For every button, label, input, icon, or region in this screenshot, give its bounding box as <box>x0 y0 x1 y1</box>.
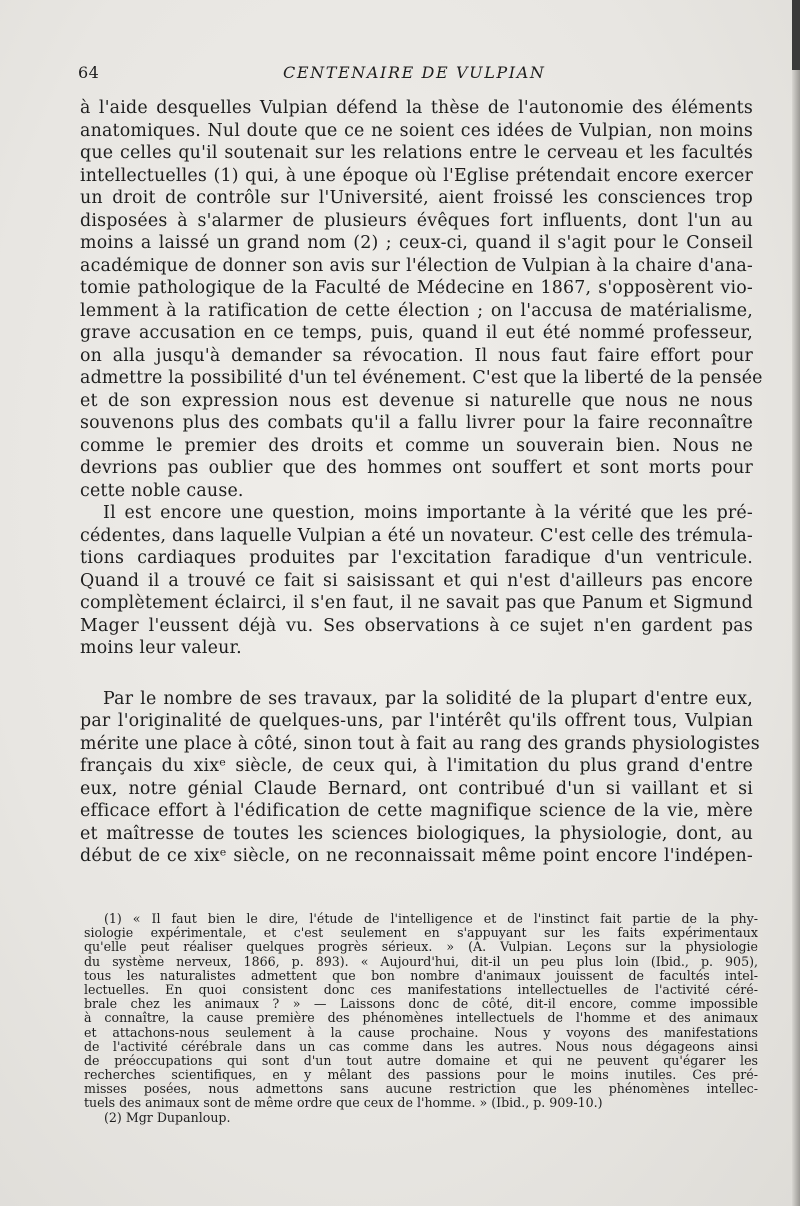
text-line: devrions pas oublier que des hommes ont souffert et sont morts pour <box>80 458 753 478</box>
text-line: et de son expression nous est devenue si naturelle que nous ne nous <box>80 390 753 411</box>
text-line: tions cardiaques produites par l'excitation faradique d'un ventricule. <box>80 548 753 568</box>
text-line: comme le premier des droits et comme un souverain bien. Nous ne <box>80 435 753 456</box>
text-line: eux, notre génial Claude Bernard, ont contribué d'un si vaillant et si <box>80 778 753 799</box>
footnote-line: de l'activité cérébrale dans un cas comme dans les autres. Nous nous dégageons ainsi <box>84 1038 758 1054</box>
page-edge-shadow <box>792 0 800 1206</box>
text-line: complètement éclairci, il s'en faut, il ne savait pas que Panum et Sigmund <box>80 593 753 613</box>
footnote-1 <box>84 912 758 926</box>
text-line: mérite une place à côté, sinon tout à fait au rang des grands physiologistes <box>80 733 760 754</box>
paragraph-2-continued <box>80 525 753 660</box>
footnote-2 <box>84 1111 758 1125</box>
text-line: lemment à la ratification de cette élection ; on l'accusa de matérialisme, <box>80 300 753 321</box>
text-line: cédentes, dans laquelle Vulpian a été un novateur. C'est celle des trémula- <box>80 525 753 546</box>
footnote-line: brale chez les animaux ? » — Laissons donc de côté, dit-il encore, comme impossible <box>84 996 758 1012</box>
footnote-line: (2) Mgr Dupanloup. <box>104 1109 231 1125</box>
section-gap <box>80 660 753 688</box>
footnotes <box>84 912 758 1125</box>
footnote-line: du système nerveux, 1866, p. 893). « Aujourd'hui, dit-il un peu plus loin (Ibid., p. 905), <box>84 953 758 969</box>
text-line: intellectuelles (1) qui, à une époque où l'Eglise prétendait encore exercer <box>80 165 753 186</box>
text-line: moins leur valeur. <box>80 638 242 658</box>
footnote-line: et attachons-nous seulement à la cause prochaine. Nous y voyons des manifestations <box>84 1024 758 1040</box>
text-line: souvenons plus des combats qu'il a fallu livrer pour la faire reconnaître <box>80 413 753 433</box>
text-line: académique de donner son avis sur l'élection de Vulpian à la chaire d'ana- <box>80 255 753 276</box>
text-line: cette noble cause. <box>80 480 244 501</box>
footnote-line: qu'elle peut réaliser quelques progrès sérieux. » (A. Vulpian. Leçons sur la physiologie <box>84 939 758 955</box>
text-line: à l'aide desquelles Vulpian défend la thèse de l'autonomie des éléments <box>80 98 753 118</box>
page-number: 64 <box>78 63 100 82</box>
text-line: par l'originalité de quelques-uns, par l'intérêt qu'ils offrent tous, Vulpian <box>80 711 753 731</box>
text-line: que celles qu'il soutenait sur les relations entre le cerveau et les facultés <box>80 143 753 163</box>
footnote-line: tous les naturalistes admettent que bon nombre d'animaux jouissent de facultés intel- <box>84 967 758 983</box>
text-line: disposées à s'alarmer de plusieurs évêques fort influents, dont l'un au <box>80 210 753 231</box>
footnote-line: à connaître, la cause première des phénomènes intellectuels de l'homme et des animaux <box>84 1010 758 1026</box>
footnote-line: (1) « Il faut bien le dire, l'étude de l'intelligence et de l'instinct fait partie de la phy- <box>104 911 758 926</box>
text-line: moins a laissé un grand nom (2) ; ceux-ci, quand il s'agit pour le Conseil <box>80 233 753 253</box>
text-line: un droit de contrôle sur l'Université, aient froissé les consciences trop <box>80 188 753 208</box>
text-line: début de ce xixᵉ siècle, on ne reconnaissait même point encore l'indépen- <box>80 846 753 866</box>
text-line: grave accusation en ce temps, puis, quand il eut été nommé professeur, <box>80 323 753 343</box>
footnote-1-continued <box>84 926 758 1110</box>
footnote-line: lectuelles. En quoi consistent donc ces manifestations intellectuelles de l'activité céré- <box>84 981 758 997</box>
text-line: Par le nombre de ses travaux, par la solidité de la plupart d'entre eux, <box>103 688 753 709</box>
footnote-line: recherches scientifiques, en y mêlant des passions pour le moins inutiles. Ces pré- <box>84 1067 758 1083</box>
text-line: Il est encore une question, moins importante à la vérité que les pré- <box>103 503 753 523</box>
footnote-line: siologie expérimentale, et c'est seulement en s'appuyant sur les faits expérimentaux <box>84 925 758 941</box>
paragraph-1 <box>80 97 763 502</box>
text-line: admettre la possibilité d'un tel événement. C'est que la liberté de la pensée <box>80 368 763 388</box>
page-header <box>78 63 758 85</box>
paragraph-3-continued <box>80 710 760 868</box>
paragraph-2 <box>80 502 753 525</box>
text-line: efficace effort à l'édification de cette magnifique science de la vie, mère <box>80 801 753 821</box>
text-line: anatomiques. Nul doute que ce ne soient ces idées de Vulpian, non moins <box>80 120 753 141</box>
page-edge-mark <box>792 0 800 70</box>
text-line: et maîtresse de toutes les sciences biologiques, la physiologie, dont, au <box>80 823 753 844</box>
running-title: CENTENAIRE DE VULPIAN <box>283 63 546 82</box>
text-line: Quand il a trouvé ce fait si saisissant et qui n'est d'ailleurs pas encore <box>80 570 753 591</box>
body-text <box>80 97 763 868</box>
text-line: Mager l'eussent déjà vu. Ses observations à ce sujet n'en gardent pas <box>80 615 753 636</box>
paragraph-3 <box>80 688 753 711</box>
text-line: français du xixᵉ siècle, de ceux qui, à l'imitation du plus grand d'entre <box>80 756 753 776</box>
text-line: tomie pathologique de la Faculté de Médecine en 1867, s'opposèrent vio- <box>80 278 753 298</box>
footnote-line: misses posées, nous admettons sans aucune restriction que les phénomènes intellec- <box>84 1081 758 1097</box>
footnote-line: tuels des animaux sont de même ordre que ceux de l'homme. » (Ibid., p. 909-10.) <box>84 1095 603 1111</box>
footnote-line: de préoccupations qui sont d'un tout autre domaine et qui ne peuvent qu'égarer les <box>84 1052 758 1068</box>
text-line: on alla jusqu'à demander sa révocation. Il nous faut faire effort pour <box>80 345 753 366</box>
